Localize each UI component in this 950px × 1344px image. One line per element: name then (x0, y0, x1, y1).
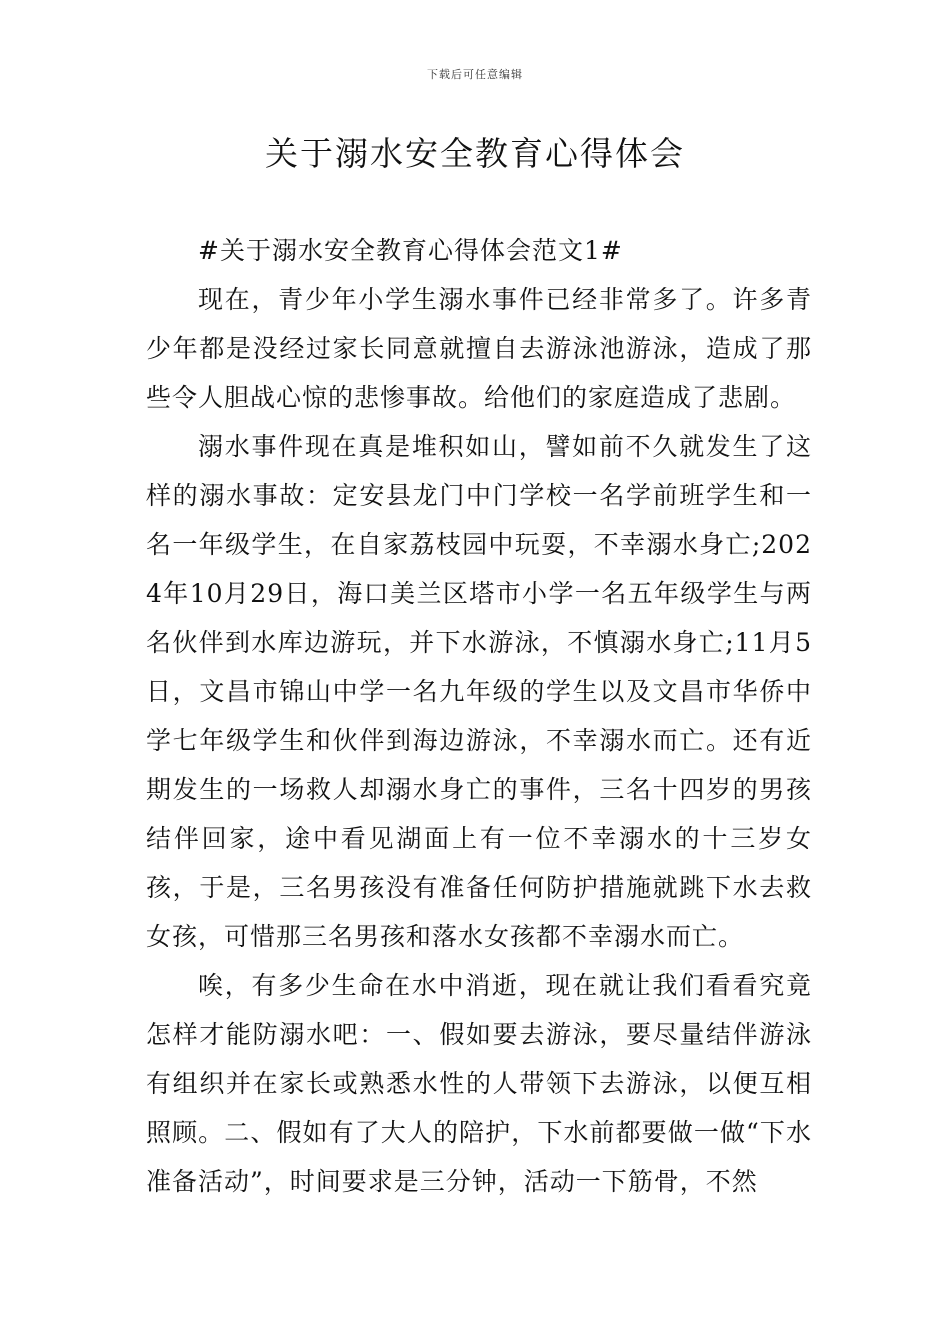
paragraph-3: 唉，有多少生命在水中消逝，现在就让我们看看究竟怎样才能防溺水吧：一、假如要去游泳，要尽量结伴游泳有组织并在家长或熟悉水性的人带领下去游泳，以便互相照顾。二、假如有了大人的陪护，下水前都要做一做“下水准备活动”，时间要求是三分钟，活动一下筋骨，不然 (146, 971, 812, 1196)
header-note: 下载后可任意编辑 (427, 68, 523, 81)
paragraph-2: 溺水事件现在真是堆积如山，譬如前不久就发生了这样的溺水事故：定安县龙门中门学校一名学前班学生和一名一年级学生，在自家荔枝园中玩耍，不幸溺水身亡;2024年10月29日，海口美兰区塔市小学一名五年级学生与两名伙伴到水库边游玩，并下水游泳，不慎溺水身亡;11月5日，文昌市锦山中学一名九年级的学生以及文昌市华侨中学七年级学生和伙伴到海边游泳，不幸溺水而亡。还有近期发生的一场救人却溺水身亡的事件，三名十四岁的男孩结伴回家，途中看见湖面上有一位不幸溺水的十三岁女孩，于是，三名男孩没有准备任何防护措施就跳下水去救女孩，可惜那三名男孩和落水女孩都不幸溺水而亡。 (146, 432, 812, 951)
paragraph-1: 现在，青少年小学生溺水事件已经非常多了。许多青少年都是没经过家长同意就擅自去游泳池游泳，造成了那些令人胆战心惊的悲惨事故。给他们的家庭造成了悲剧。 (146, 285, 812, 412)
section-heading: #关于溺水安全教育心得体会范文1# (198, 236, 623, 265)
document-body (146, 226, 812, 1206)
page-title: 关于溺水安全教育心得体会 (265, 134, 685, 173)
